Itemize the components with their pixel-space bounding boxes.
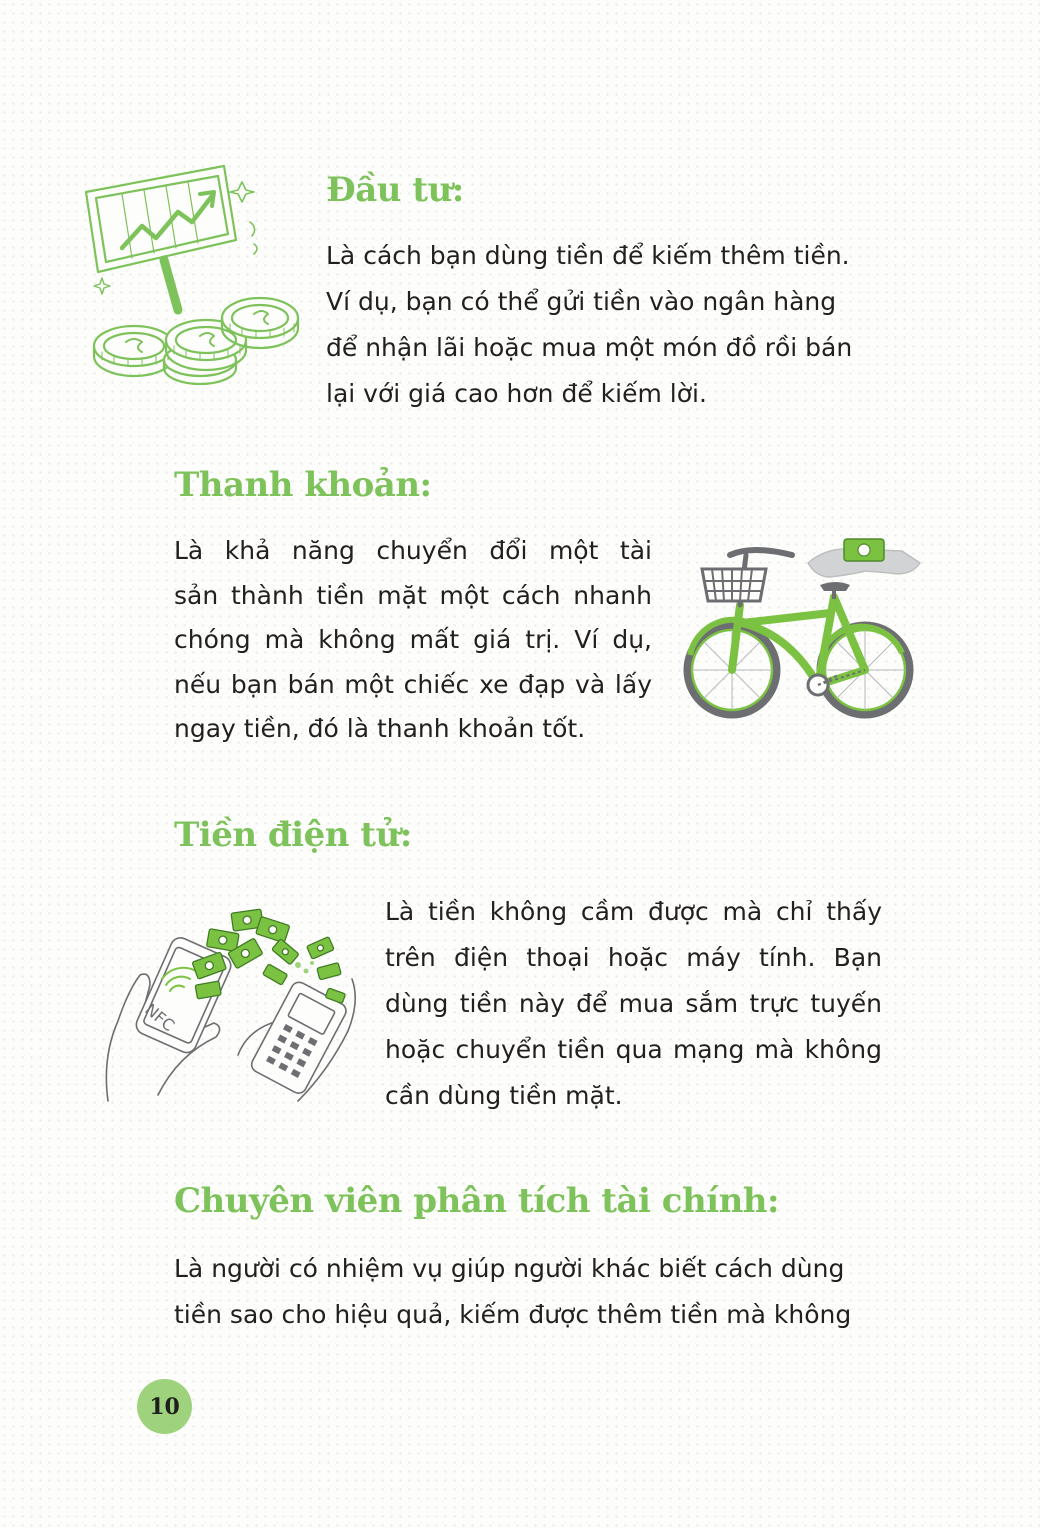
section-body-investment: [326, 233, 882, 417]
text-line: trên điện thoại hoặc máy tính. Bạn: [385, 943, 882, 972]
section-title-e-money: Tiền điện tử:: [174, 815, 412, 855]
text-line: ngay tiền, đó là thanh khoản tốt.: [174, 714, 586, 743]
text-line: Là cách bạn dùng tiền để kiếm thêm tiền.: [326, 241, 850, 270]
text-line: lại với giá cao hơn để kiếm lời.: [326, 379, 707, 408]
text-line: Ví dụ, bạn có thể gửi tiền vào ngân hàng: [326, 287, 837, 316]
text-line: tiền sao cho hiệu quả, kiếm được thêm tiền mà không: [174, 1300, 852, 1329]
text-line: nếu bạn bán một chiếc xe đạp và lấy: [174, 669, 652, 699]
text-line: sản thành tiền mặt một cách nhanh: [174, 580, 652, 610]
text-line: cần dùng tiền mặt.: [385, 1081, 623, 1110]
page-number-badge: 10: [137, 1379, 192, 1434]
text-line: Là tiền không cầm được mà chỉ thấy: [385, 897, 882, 926]
text-line: hoặc chuyển tiền qua mạng mà không: [385, 1035, 882, 1064]
nfc-payment-icon: [98, 905, 373, 1110]
section-title-analyst: Chuyên viên phân tích tài chính:: [174, 1181, 780, 1221]
text-line: Là khả năng chuyển đổi một tài: [174, 536, 652, 565]
section-title-liquidity: Thanh khoản:: [174, 465, 432, 505]
section-title-investment: Đầu tư:: [326, 170, 464, 210]
section-body-e-money: [385, 889, 882, 1119]
text-line: Là người có nhiệm vụ giúp người khác biết cách dùng: [174, 1254, 845, 1283]
text-line: dùng tiền này để mua sắm trực tuyến: [385, 989, 882, 1018]
text-line: chóng mà không mất giá trị. Ví dụ,: [174, 625, 652, 654]
stock-chart-coins-icon: [82, 160, 312, 390]
section-body-liquidity: [174, 529, 652, 752]
nfc-label: NFC: [141, 999, 179, 1036]
text-line: để nhận lãi hoặc mua một món đồ rồi bán: [326, 333, 853, 362]
section-body-analyst: [174, 1246, 884, 1338]
bicycle-cash-icon: [680, 535, 930, 740]
